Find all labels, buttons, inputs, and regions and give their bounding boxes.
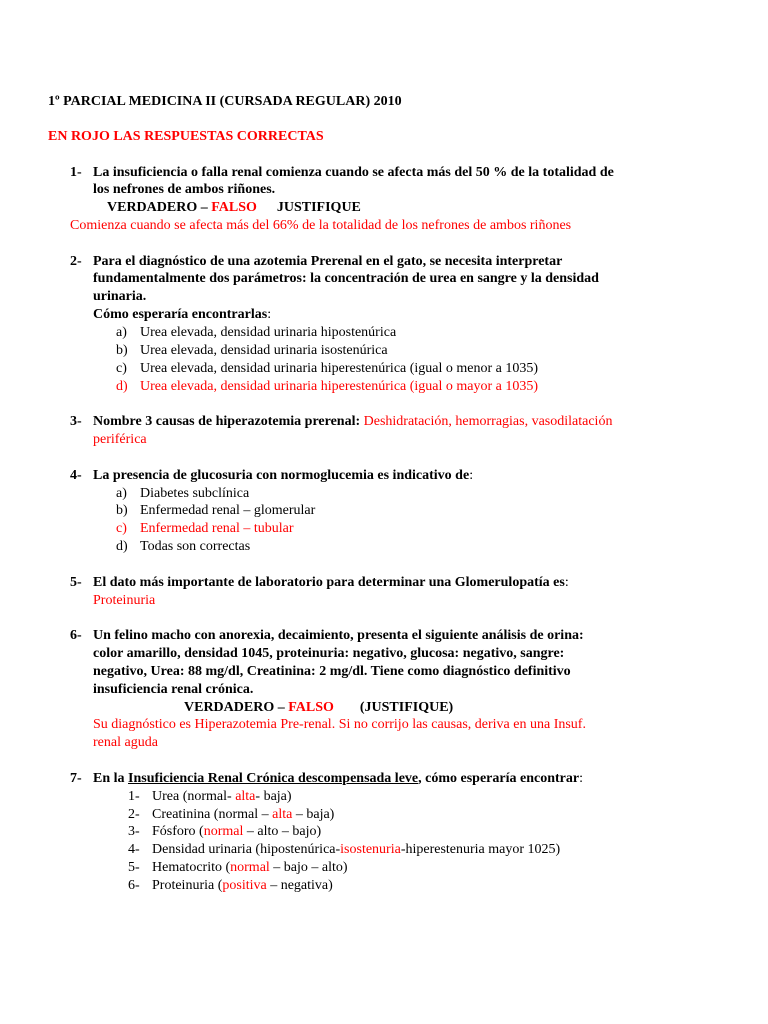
q1-option-false: FALSO [211,200,257,215]
q4-option-a-letter: a) [116,486,127,501]
page-title: 1º PARCIAL MEDICINA II (CURSADA REGULAR) 2010 [48,94,402,109]
q7-item-6 [152,877,333,895]
q4-question-line [93,467,473,485]
q7-item-3 [152,823,321,841]
q6-number: 6- [70,628,82,643]
q2-option-c-letter: c) [116,361,127,376]
q7-item-3-post: – alto – bajo) [243,824,322,839]
q5-question: El dato más importante de laboratorio para determinar una Glomerulopatía es [93,575,565,590]
q4-option-b: Enfermedad renal – glomerular [140,503,316,518]
q2-option-c: Urea elevada, densidad urinaria hiperestenúrica (igual o menor a 1035) [140,361,539,376]
q1-option-true: VERDADERO – [107,200,212,215]
q7-item-2 [152,806,334,824]
q4-option-b-letter: b) [116,503,128,518]
q7-item-2-answer: alta [272,807,293,822]
q3-answer-part1: Deshidratación, hemorragias, vasodilatación [363,414,613,429]
q5-answer: Proteinuria [93,593,156,608]
q5-number: 5- [70,575,82,590]
q3-answer-part2: periférica [93,432,147,447]
q1-text-line1: La insuficiencia o falla renal comienza cuando se afecta más del 50 % de la totalidad de [93,165,614,180]
q3-line1 [93,413,612,431]
q7-question-pre: En la [93,771,129,786]
q1-justify: JUSTIFIQUE [276,200,361,215]
q7-item-1 [152,788,292,806]
q6-answer-line2: renal aguda [93,735,158,750]
q1-number: 1- [70,165,82,180]
q2-prompt: Cómo esperaría encontrarlas [93,307,268,322]
q7-question-post: , cómo esperaría encontrar [418,771,580,786]
q1-answer: Comienza cuando se afecta más del 66% de la totalidad de los nefrones de ambos riñones [70,218,572,233]
q6-options [184,699,453,717]
q6-option-true: VERDADERO – [184,700,289,715]
q2-option-a: Urea elevada, densidad urinaria hipostenúrica [140,325,397,340]
q7-item-2-post: – baja) [292,807,335,822]
q2-option-b-letter: b) [116,343,128,358]
q7-question-colon: : [579,771,583,786]
q7-item-5-answer: normal [230,860,270,875]
q4-option-d-letter: d) [116,539,128,554]
q7-item-3-number: 3- [128,824,140,839]
q7-item-5 [152,859,348,877]
q4-option-a: Diabetes subclínica [140,486,250,501]
q7-item-4 [152,841,560,859]
q7-item-4-pre: Densidad urinaria (hipostenúrica- [152,842,341,857]
q2-number: 2- [70,254,82,269]
q2-option-a-letter: a) [116,325,127,340]
q1-text-line2: los nefrones de ambos riñones. [93,182,276,197]
q7-item-6-pre: Proteinuria ( [152,878,223,893]
q6-text-line3: negativo, Urea: 88 mg/dl, Creatinina: 2 mg/dl. Tiene como diagnóstico definitivo [93,664,571,679]
q4-number: 4- [70,468,82,483]
q7-item-5-number: 5- [128,860,140,875]
q7-item-2-pre: Creatinina (normal – [152,807,273,822]
q3-number: 3- [70,414,82,429]
q6-answer-line1: Su diagnóstico es Hiperazotemia Pre-renal. Si no corrijo las causas, deriva en una Insuf. [93,717,586,732]
q7-item-1-number: 1- [128,789,140,804]
q7-item-3-answer: normal [203,824,244,839]
q4-question-colon: : [469,468,474,483]
q4-option-d: Todas son correctas [140,539,251,554]
q7-number: 7- [70,771,82,786]
q7-item-2-number: 2- [128,807,140,822]
q5-question-line [93,574,569,592]
q2-option-d-correct: Urea elevada, densidad urinaria hiperestenúrica (igual o mayor a 1035) [140,379,539,394]
q7-item-1-answer: alta [235,789,256,804]
page-subtitle: EN ROJO LAS RESPUESTAS CORRECTAS [48,129,324,144]
q7-item-6-answer: positiva [222,878,267,893]
q6-text-line2: color amarillo, densidad 1045, proteinuria: negativo, glucosa: negativo, sangre: [93,646,565,661]
q7-item-4-answer: isostenuria [340,842,401,857]
q2-prompt-colon: : [267,307,272,322]
q7-item-6-post: – negativa) [266,878,333,893]
q1-options [107,199,361,217]
q4-option-c-letter: c) [116,521,127,536]
q7-item-5-pre: Hematocrito ( [152,860,231,875]
q7-item-3-pre: Fósforo ( [152,824,204,839]
q4-option-c-correct: Enfermedad renal – tubular [140,521,294,536]
q3-question: Nombre 3 causas de hiperazotemia prerenal: [93,414,361,429]
q2-text-line2: fundamentalmente dos parámetros: la concentración de urea en sangre y la densidad [93,271,599,286]
q6-text-line4: insuficiencia renal crónica. [93,682,254,697]
q7-item-1-post: - baja) [255,789,292,804]
q2-text-line4 [93,306,271,324]
q7-question-underlined: Insuficiencia Renal Crónica descompensada leve [128,771,419,786]
q7-item-4-post: -hiperestenuria mayor 1025) [400,842,561,857]
q2-text-line3: urinaria. [93,289,147,304]
q2-option-b: Urea elevada, densidad urinaria isostenúrica [140,343,388,358]
q7-question-line [93,770,583,788]
q7-item-4-number: 4- [128,842,140,857]
q6-text-line1: Un felino macho con anorexia, decaimiento, presenta el siguiente análisis de orina: [93,628,584,643]
q2-option-d-letter: d) [116,379,128,394]
q5-question-colon: : [564,575,569,590]
q7-item-6-number: 6- [128,878,140,893]
q4-question: La presencia de glucosuria con normoglucemia es indicativo de [93,468,470,483]
q6-option-false: FALSO [288,700,334,715]
q7-item-5-post: – bajo – alto) [269,860,348,875]
q2-text-line1: Para el diagnóstico de una azotemia Prerenal en el gato, se necesita interpretar [93,254,563,269]
q6-justify: (JUSTIFIQUE) [359,700,454,715]
q7-item-1-pre: Urea (normal- [152,789,236,804]
